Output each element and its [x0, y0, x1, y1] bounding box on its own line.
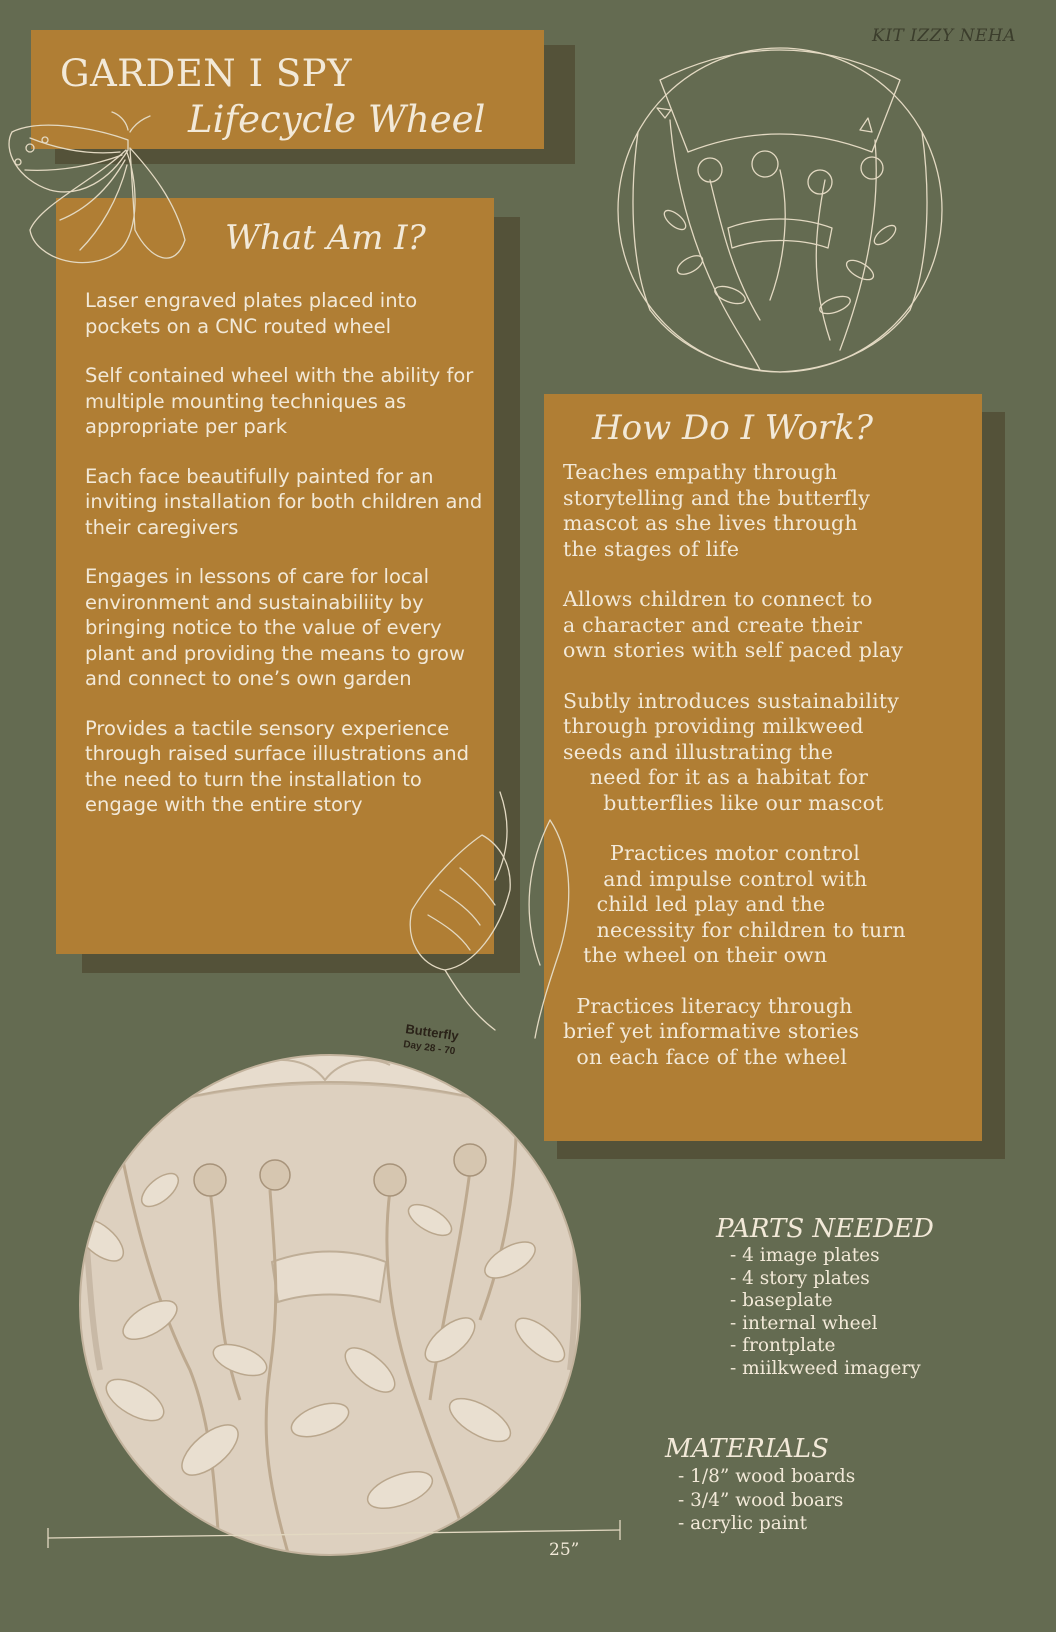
- credits: KIT IZZY NEHA: [872, 26, 1017, 46]
- what-paragraph: Laser engraved plates placed into pockets on a CNC routed wheel: [85, 289, 418, 338]
- materials-list: [678, 1465, 855, 1536]
- list-item: - 4 story plates: [730, 1267, 870, 1289]
- wheel-photo: [40, 1021, 640, 1560]
- list-item: - acrylic paint: [678, 1513, 808, 1534]
- how-body: [563, 460, 983, 1095]
- how-paragraph: Practices literacy through brief yet informative stories on each face of the wheel: [563, 993, 860, 1069]
- list-item: - 4 image plates: [730, 1245, 880, 1266]
- what-paragraph: Engages in lessons of care for local environment and sustainabiliity by bringing notice to the value of every plant and providing the means to grow and connect to one’s own garden: [85, 565, 465, 690]
- list-item: - 1/8” wood boards: [678, 1466, 856, 1487]
- what-paragraph: Self contained wheel with the ability for multiple mounting techniques as appropriate per park: [85, 364, 474, 438]
- title-line-2: Lifecycle Wheel: [188, 98, 486, 141]
- how-paragraph: Teaches empathy through storytelling and the butterfly mascot as she lives through the stages of life: [563, 460, 870, 561]
- materials-title: MATERIALS: [665, 1434, 829, 1464]
- how-heading: How Do I Work?: [592, 408, 873, 448]
- what-paragraph: Each face beautifully painted for an inviting installation for both children and their caregivers: [85, 464, 483, 539]
- list-item: - frontplate: [730, 1335, 836, 1356]
- list-item: - baseplate: [730, 1290, 833, 1311]
- list-item: - miilkweed imagery: [730, 1357, 921, 1379]
- list-item: - internal wheel: [730, 1312, 878, 1334]
- title-line-1: GARDEN I SPY: [60, 52, 352, 95]
- list-item: - 3/4” wood boars: [678, 1489, 844, 1511]
- wheel-line-drawing: [610, 40, 950, 375]
- parts-needed-title: PARTS NEEDED: [716, 1214, 934, 1244]
- what-paragraph: Provides a tactile sensory experience through raised surface illustrations and the need to turn the installation to engage with the entire story: [85, 716, 469, 816]
- dimension-label: 25”: [549, 1540, 580, 1560]
- how-paragraph: Subtly introduces sustainability through providing milkweed seeds and illustrating the need for it as a habitat for butterflies like our mascot: [563, 688, 900, 815]
- what-heading: What Am I?: [225, 218, 426, 258]
- parts-needed-list: [730, 1245, 921, 1380]
- chrysalis-line-art: [400, 790, 610, 1040]
- butterfly-line-art: [0, 110, 230, 280]
- how-paragraph: Allows children to connect to a character and create their own stories with self paced play: [563, 587, 904, 662]
- how-paragraph: Practices motor control and impulse control with child led play and the necessity for children to turn the wheel on their own: [583, 841, 906, 967]
- photo-plate-subtitle: Day 28 - 70: [402, 1039, 456, 1058]
- what-body: [85, 288, 490, 842]
- photo-plate-title: Butterfly: [404, 1021, 460, 1044]
